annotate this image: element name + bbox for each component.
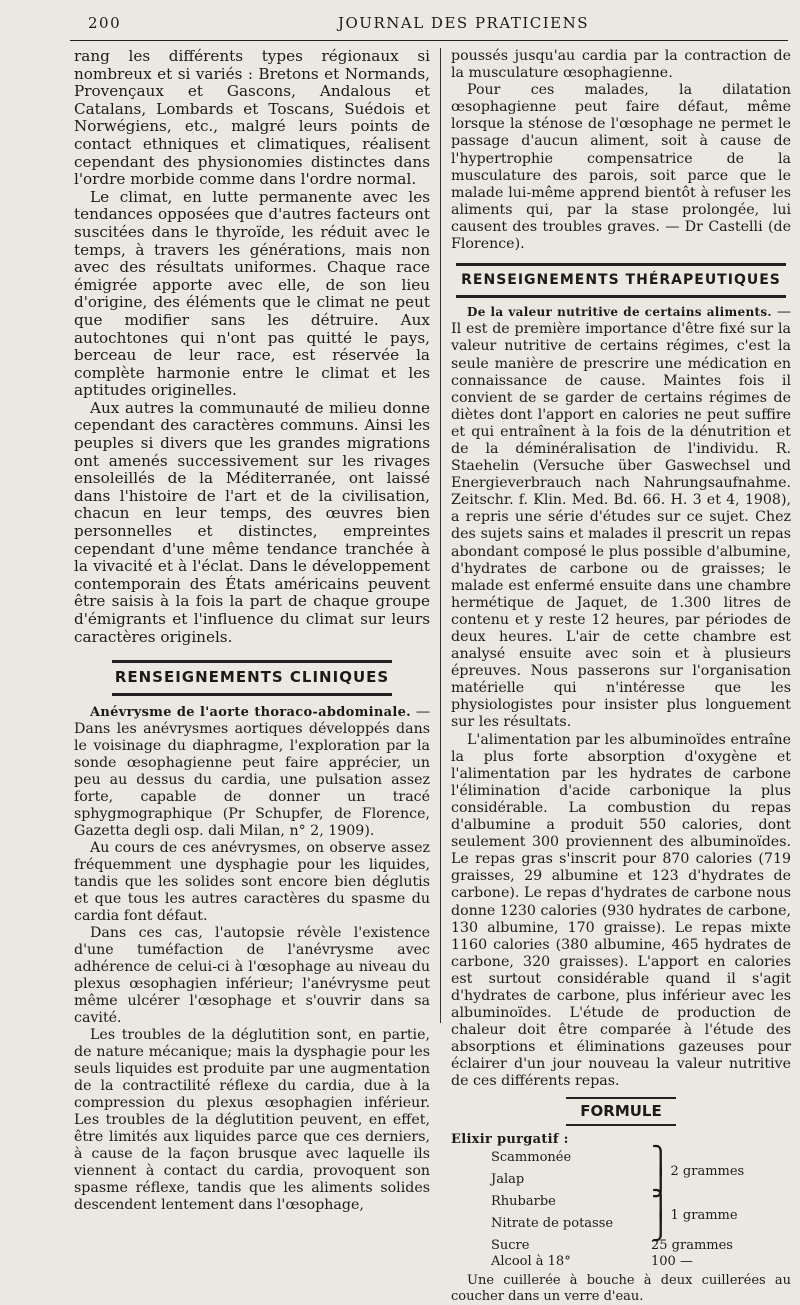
page-number: 200 xyxy=(88,14,122,32)
section-rule xyxy=(456,295,786,298)
brace-icon: ⎭ xyxy=(651,1211,671,1242)
header-rule xyxy=(70,40,788,41)
recipe-row xyxy=(451,1163,791,1198)
paragraph: Pour ces malades, la dilatation œsophagienne peut faire défaut, même lorsque la sténose de l'œsophage ne permet le passage d'aucun aliment, soit à cause de l'hypertrophie compensatrice de la musculature des parois, soit parce que le malade lui-même apprend bientôt à refuser les aliments qui, par la stase prolongée, lui causent des troubles graves. — Dr Castelli (de Florence). xyxy=(451,82,791,253)
paragraph: Au cours de ces anévrysmes, on observe assez fréquemment une dysphagie pour les liquides, tandis que les solides sont encore bien déglutis et que tous les autres caractères du spasme du cardia font défaut. xyxy=(74,839,430,924)
section-rule xyxy=(112,693,392,696)
ingredient-name: Jalap xyxy=(491,1171,525,1187)
right-column xyxy=(451,48,791,1305)
left-column xyxy=(74,48,430,1214)
paragraph: rang les différents types régionaux si nombreux et si variés : Bretons et Normands, Provençaux et Gascons, Andalous et Catalans, Lombards et Toscans, Suédois et Norwégiens, etc., malgré leurs points de contact ethniques et climatiques, réalisent cependant des physionomies distinctes dans l'ordre morbide comme dans l'ordre normal. xyxy=(74,47,430,189)
journal-title: JOURNAL DES PRATICIENS xyxy=(338,14,590,32)
paragraph: Les troubles de la déglutition sont, en partie, de nature mécanique; mais la dysphagie pour les seuls liquides est produite par une augmentation de la contractilité réflexe du cardia, due à la compression du plexus œsophagien inférieur. Les troubles de la déglutition peuvent, en effet, être limités aux liquides parce que ces derniers, à cause de la façon brusque avec laquelle ils viennent à contact du cardia, provoquent son spasme réflexe, tandis que les aliments solides descendent lentement dans l'œsophage, xyxy=(74,1026,430,1213)
ingredient-name: Nitrate de potasse xyxy=(491,1215,614,1231)
recipe-instruction: Une cuillerée à bouche à deux cuillerées au coucher dans un verre d'eau. xyxy=(451,1272,791,1304)
recipe-row xyxy=(451,1238,791,1254)
article-subheading: De la valeur nutritive de certains aliments. xyxy=(467,305,772,320)
brace-icon: ⎫ xyxy=(651,1145,671,1176)
section-heading-clinical: RENSEIGNEMENTS CLINIQUES xyxy=(114,668,390,687)
paragraph: L'alimentation par les albuminoïdes entraîne la plus forte absorption d'oxygène et l'alimentation par les hydrates de carbone l'élimination d'acide carbonique la plus considérable. La combustion du repas d'albumine a produit 550 calories, dont seulement 300 proviennent des albuminoïdes. Le repas gras s'inscrit pour 870 calories (719 graisses, 29 albumine et 123 d'hydrates de carbone). Le repas d'hydrates de carbone nous donne 1230 calories (930 hydrates de carbone, 130 albumine, 170 graisse). Le repas mixte 1160 calories (380 albumine, 465 hydrates de carbone, 320 graisses). L'apport en calories est surtout considérable quand il s'agit d'hydrates de carbone, plus inférieur avec les albuminoïdes. L'étude de production de chaleur doit être comparée à l'étude des absorptions et éliminations gazeuses pour éclairer d'un jour nouveau la valeur nutritive de ces différents repas. xyxy=(451,731,791,1090)
paragraph-text: — Dans les anévrysmes aortiques développés dans le voisinage du diaphragme, l'exploration par la sonde œsophagienne peut faire apprécier, un peu au dessus du cardia, une pulsation assez forte, capable de donner un tracé sphygmographique (Pr Schupfer, de Florence, Gazetta degli osp. dali Milan, n° 2, 1909). xyxy=(74,703,430,839)
recipe-title: Elixir purgatif : xyxy=(451,1131,569,1147)
section-heading-formule: FORMULE xyxy=(566,1097,676,1126)
paragraph: Aux autres la communauté de milieu donne cependant des caractères communs. Ainsi les peuples si divers que les grandes migrations ont amenés successivement sur les rivages ensoleillés de la Méditerranée, ont laissé dans l'histoire de l'art et de la civilisation, chacun en leur temps, des œuvres bien personnelles et distinctes, empreintes cependant d'une même tendance tranchée à la vivacité et à l'éclat. Dans le développement contemporain des États américains peuvent être saisis à la fois la part de chaque groupe d'émigrants et l'influence du climat sur leurs caractères originels. xyxy=(74,398,430,646)
ingredient-dose: 100 — xyxy=(651,1253,693,1269)
section-heading-therapeutic: RENSEIGNEMENTS THÉRAPEUTIQUES xyxy=(461,272,781,289)
ingredient-name: Scammonée xyxy=(491,1149,572,1165)
paragraph: Le climat, en lutte permanente avec les tendances opposées que d'autres facteurs ont suscitées dans le thyroïde, les réduit avec le temps, à travers les générations, mais non avec des résultats uniformes. Chaque race émigrée apporte avec elle, de son lieu d'origine, des éléments que le climat ne peut que modifier sans les détruire. Aux autochtones qui n'ont pas quitté le pays, berceau de leur race, est réservée la complète harmonie entre le climat et les aptitudes originelles. xyxy=(74,187,430,400)
article-subheading: Anévrysme de l'aorte thoraco-abdominale. xyxy=(90,704,412,720)
ingredient-dose: 2 grammes xyxy=(670,1163,745,1179)
recipe xyxy=(451,1132,791,1305)
recipe-row xyxy=(451,1207,791,1242)
ingredient-name: Rhubarbe xyxy=(491,1193,556,1209)
paragraph: poussés jusqu'au cardia par la contraction de la musculature œsophagienne. xyxy=(451,48,791,82)
section-rule xyxy=(456,263,786,266)
recipe-row xyxy=(451,1254,791,1270)
ingredient-dose: 25 grammes xyxy=(651,1237,733,1253)
column-divider xyxy=(440,48,441,1023)
ingredient-name: Alcool à 18° xyxy=(491,1253,571,1269)
ingredient-name: Sucre xyxy=(491,1237,530,1253)
brace-icon: ⎫ xyxy=(651,1189,671,1220)
page-header xyxy=(88,14,788,36)
paragraph: Dans ces cas, l'autopsie révèle l'existence d'une tuméfaction de l'anévrysme avec adhérence de celui-ci à l'œsophage au niveau du plexus œsophagien inférieur; l'anévrysme peut même ulcérer l'œsophage et s'ouvrir dans sa cavité. xyxy=(74,924,430,1026)
brace-icon: ⎭ xyxy=(651,1167,671,1198)
section-rule xyxy=(112,660,392,663)
ingredient-dose: 1 gramme xyxy=(670,1207,738,1223)
paragraph-text: — Il est de première importance d'être fixé sur la valeur nutritive de certains régimes, c'est la seule manière de prescrire une médication en connaissance de cause. Maintes fois il convient de se garder de certains régimes de diètes dont l'apport en calories ne peut suffire et qui entraînent à la fois de la dénutrition et de la déminéralisation de l'individu. R. Staehelin (Versuche über Gaswechsel und Energieverbrauch nach Nahrungsaufnahme. Zeitschr. f. Klin. Med. Bd. 66. H. 3 et 4, 1908), a repris une série d'études sur ce sujet. Chez des sujets sains et malades il prescrit un repas abondant composé le plus possible d'albumine, d'hydrates de carbone ou de graisses; le malade est enfermé ensuite dans une chambre hermétique de Jaquet, de 1.300 litres de contenu et y reste 12 heures, par périodes de deux heures. L'air de cette chambre est analysé ensuite avec soin et à plusieurs épreuves. Nous passerons sur l'organisation matérielle qui n'intéresse que les physiologistes pour insister plus longuement sur les résultats. xyxy=(451,304,791,731)
